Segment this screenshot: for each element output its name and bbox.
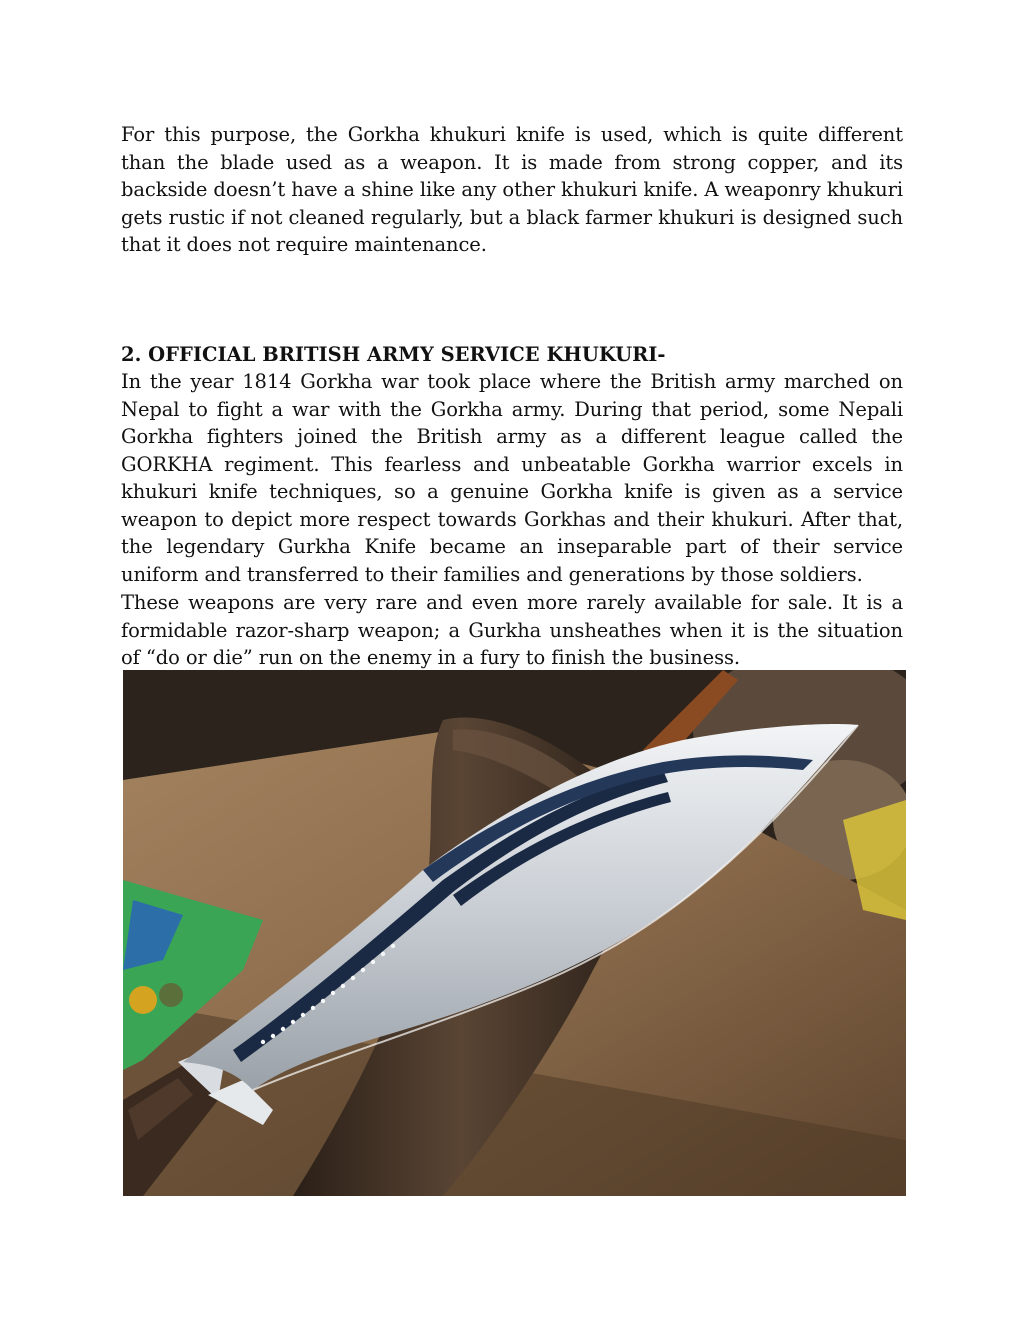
khukuri-illustration <box>123 670 906 1196</box>
body-paragraph: These weapons are very rare and even more rarely available for sale. It is a formidable razor-sharp weapon; a Gurkha unsheathes when it is the situation of “do or die” run on the enemy in a fury to finish the business. <box>121 591 903 669</box>
khukuri-knife-photo <box>123 670 906 1196</box>
section-heading: 2. OFFICIAL BRITISH ARMY SERVICE KHUKURI- <box>121 343 666 366</box>
body-paragraph: In the year 1814 Gorkha war took place where the British army marched on Nepal to fight a war with the Gorkha army. During that period, some Nepali Gorkha fighters joined the British army as a different league called the GORKHA regiment. This fearless and unbeatable Gorkha warrior excels in khukuri knife techniques, so a genuine Gorkha knife is given as a service weapon to depict more respect towards Gorkhas and their khukuri. After that, the legendary Gurkha Knife became an inseparable part of their service uniform and transferred to their families and generations by those soldiers. <box>121 370 903 586</box>
body-paragraph: For this purpose, the Gorkha khukuri knife is used, which is quite different than the blade used as a weapon. It is made from strong copper, and its backside doesn’t have a shine like any other khukuri knife. A weaponry khukuri gets rustic if not cleaned regularly, but a black farmer khukuri is designed such that it does not require maintenance. <box>121 123 903 256</box>
